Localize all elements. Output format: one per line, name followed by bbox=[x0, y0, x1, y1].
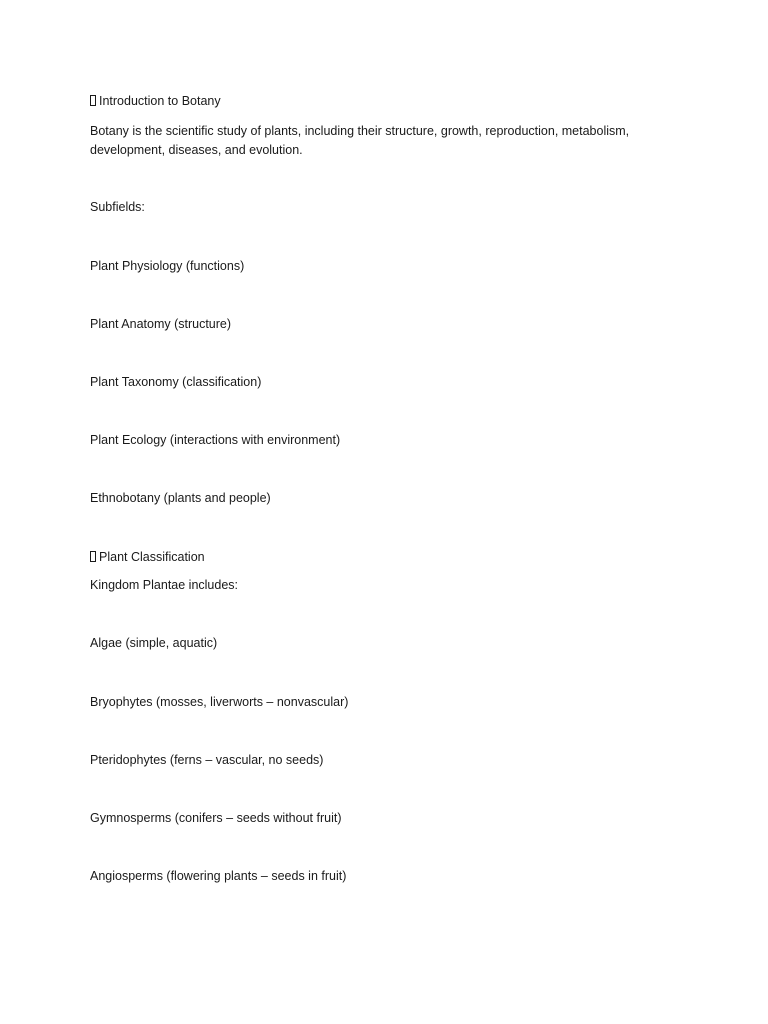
classification-item: Bryophytes (mosses, liverworts – nonvascular) bbox=[90, 695, 349, 709]
missing-glyph-box-icon bbox=[90, 95, 96, 106]
subfields-label: Subfields: bbox=[90, 200, 145, 214]
section-heading-intro bbox=[90, 92, 221, 110]
section-heading-text: Introduction to Botany bbox=[99, 94, 221, 108]
subfield-item: Plant Physiology (functions) bbox=[90, 259, 245, 273]
section-heading-text: Plant Classification bbox=[99, 550, 205, 564]
intro-paragraph: Botany is the scientific study of plants, including their structure, growth, reproduction, metabolism, development, diseases, and evolution. bbox=[90, 124, 630, 157]
classification-item: Pteridophytes (ferns – vascular, no seeds) bbox=[90, 753, 324, 767]
subfield-item: Plant Ecology (interactions with environment) bbox=[90, 433, 341, 447]
classification-item: Algae (simple, aquatic) bbox=[90, 636, 218, 650]
classification-item: Gymnosperms (conifers – seeds without fruit) bbox=[90, 811, 342, 825]
subfield-item: Ethnobotany (plants and people) bbox=[90, 491, 271, 505]
classification-item: Angiosperms (flowering plants – seeds in fruit) bbox=[90, 869, 347, 883]
missing-glyph-box-icon bbox=[90, 551, 96, 562]
subfield-item: Plant Anatomy (structure) bbox=[90, 317, 232, 331]
section-heading-classification bbox=[90, 548, 205, 566]
classification-intro: Kingdom Plantae includes: bbox=[90, 578, 239, 592]
subfield-item: Plant Taxonomy (classification) bbox=[90, 375, 262, 389]
